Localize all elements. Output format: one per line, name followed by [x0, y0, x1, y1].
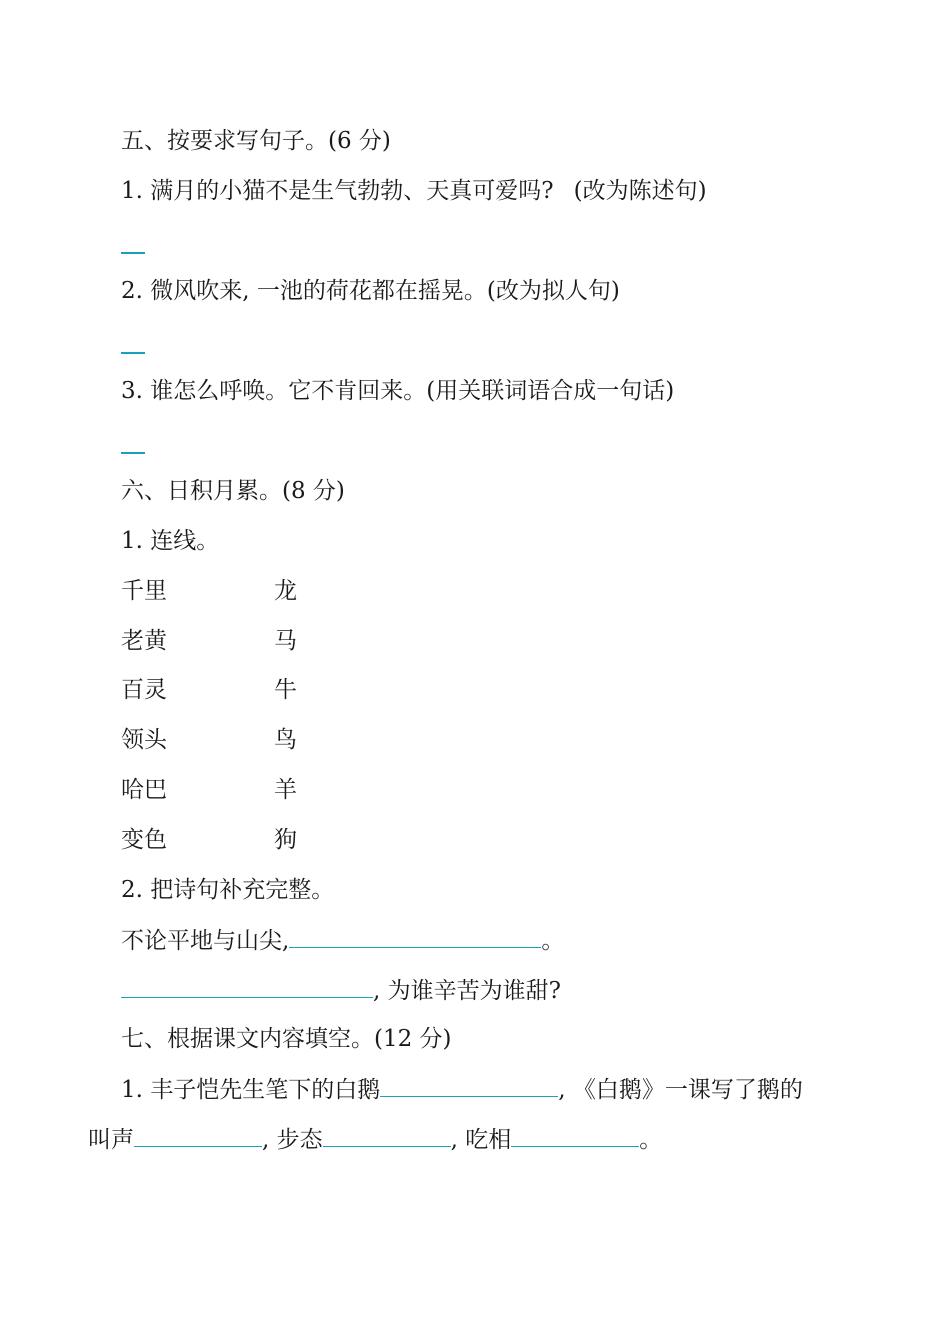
- poem-blank-2[interactable]: [121, 975, 373, 998]
- match-left-6[interactable]: 变色: [121, 827, 167, 853]
- fill-blank-baie[interactable]: [380, 1074, 558, 1097]
- match-right-5[interactable]: 羊: [274, 777, 297, 803]
- poem-blank-1[interactable]: [289, 925, 541, 948]
- match-left-1[interactable]: 千里: [121, 578, 167, 604]
- match-left-4[interactable]: 领头: [121, 727, 167, 753]
- poem-line-2: [121, 975, 561, 1006]
- poem-line-2-suffix: , 为谁辛苦为谁甜?: [373, 978, 561, 1004]
- match-right-4[interactable]: 鸟: [274, 727, 297, 753]
- question-5-1: [121, 176, 707, 206]
- question-5-1-text: 1. 满月的小猫不是生气勃勃、天真可爱吗?: [121, 178, 554, 204]
- section5-title: 五、按要求写句子。(6 分): [121, 128, 391, 154]
- answer-blank-5-2[interactable]: [121, 352, 145, 354]
- question-6-2: 2. 把诗句补充完整。: [121, 877, 335, 903]
- question-5-2: 2. 微风吹来, 一池的荷花都在摇晃。(改为拟人句): [121, 278, 620, 304]
- match-right-6[interactable]: 狗: [274, 827, 297, 853]
- question-7-1-part-a: 1. 丰子恺先生笔下的白鹅: [121, 1077, 381, 1103]
- question-7-1-line1: [121, 1074, 803, 1105]
- fill-blank-jiaosheng[interactable]: [134, 1124, 262, 1147]
- section6-title: 六、日积月累。(8 分): [121, 478, 345, 504]
- question-7-1-part-c: 叫声: [88, 1127, 134, 1153]
- match-right-1[interactable]: 龙: [274, 578, 297, 604]
- poem-line-1-suffix: 。: [541, 928, 565, 954]
- question-7-1-part-b: , 《白鹅》一课写了鹅的: [558, 1077, 803, 1103]
- question-6-1: 1. 连线。: [121, 528, 220, 554]
- poem-line-1: [121, 925, 564, 956]
- match-right-3[interactable]: 牛: [274, 677, 297, 703]
- section7-title: 七、根据课文内容填空。(12 分): [121, 1026, 452, 1052]
- match-left-2[interactable]: 老黄: [121, 628, 167, 654]
- fill-blank-chixiang[interactable]: [511, 1124, 639, 1147]
- question-5-1-hint: (改为陈述句): [573, 178, 707, 204]
- question-7-1-line2: [88, 1124, 662, 1155]
- poem-line-1-prefix: 不论平地与山尖,: [121, 928, 290, 954]
- question-7-1-part-e: , 吃相: [450, 1127, 512, 1153]
- match-right-2[interactable]: 马: [274, 628, 297, 654]
- answer-blank-5-1[interactable]: [121, 252, 145, 254]
- question-5-3: 3. 谁怎么呼唤。它不肯回来。(用关联词语合成一句话): [121, 378, 675, 404]
- match-left-3[interactable]: 百灵: [121, 677, 167, 703]
- question-7-1-part-d: , 步态: [262, 1127, 323, 1153]
- answer-blank-5-3[interactable]: [121, 452, 145, 454]
- match-left-5[interactable]: 哈巴: [121, 777, 167, 803]
- question-7-1-part-f: 。: [639, 1127, 663, 1153]
- fill-blank-butai[interactable]: [323, 1124, 451, 1147]
